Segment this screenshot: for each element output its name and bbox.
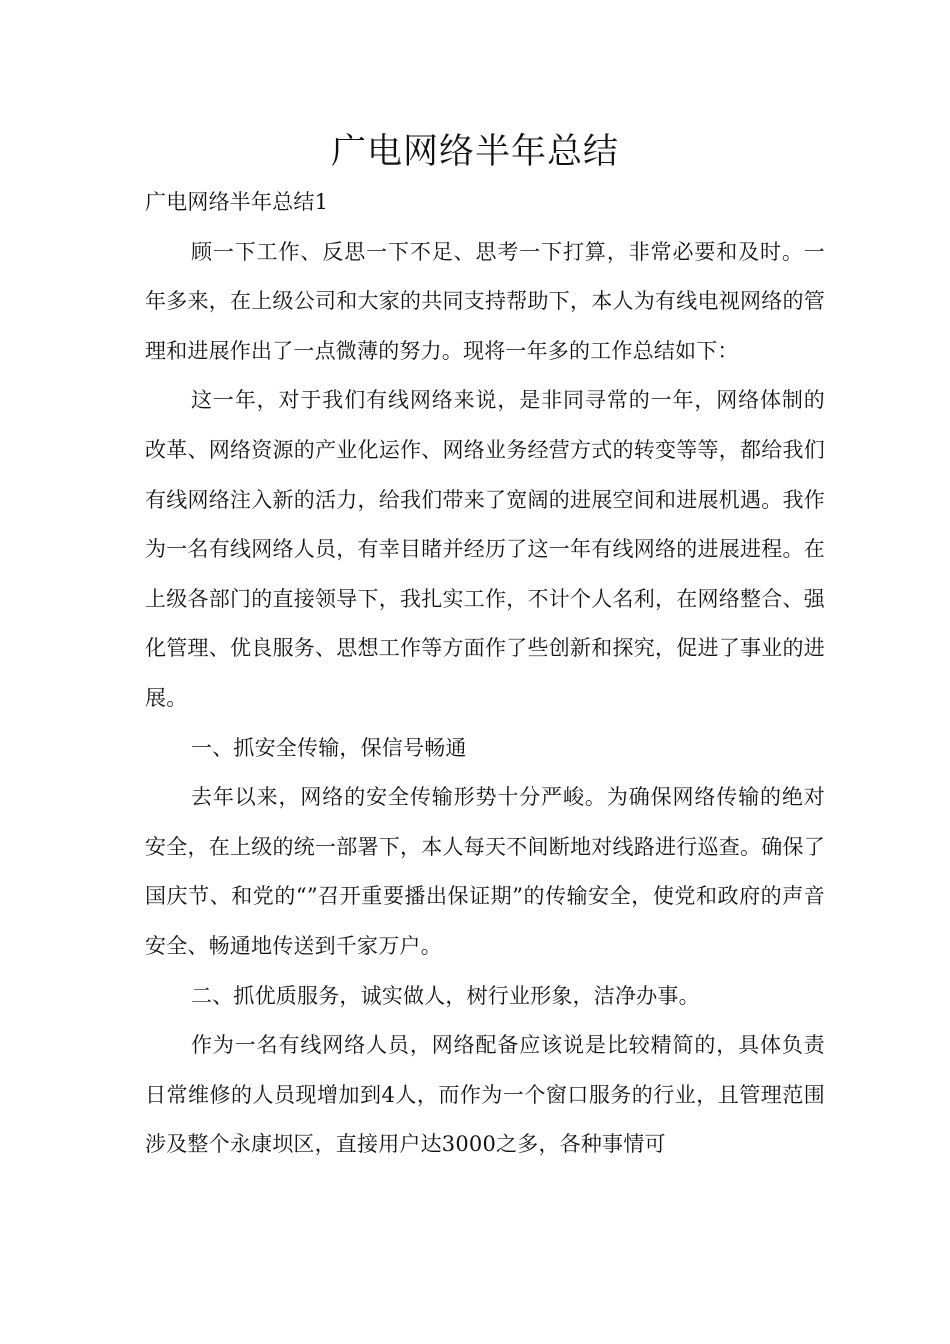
document-body xyxy=(145,178,825,1170)
paragraph-safe-transmission: 去年以来，网络的安全传输形势十分严峻。为确保网络传输的绝对安全，在上级的统一部署下，本人每天不间断地对线路进行巡查。确保了国庆节、和党的“”召开重要播出保证期”的传输安全，使党和政府的声音安全、畅通地传送到千家万户。 xyxy=(145,785,825,958)
document-subtitle: 广电网络半年总结1 xyxy=(145,190,329,214)
section-heading-1: 一、抓安全传输，保信号畅通 xyxy=(191,735,467,760)
paragraph-quality-service: 作为一名有线网络人员，网络配备应该说是比较精简的，具体负责日常维修的人员现增加到4人，而作为一个窗口服务的行业，且管理范围涉及整个永康坝区，直接用户达3000之多，各种事情可 xyxy=(145,1033,825,1157)
paragraph-year-review: 这一年，对于我们有线网络来说，是非同寻常的一年，网络体制的改革、网络资源的产业化运作、网络业务经营方式的转变等等，都给我们有线网络注入新的活力，给我们带来了宽阔的进展空间和进展机遇。我作为一名有线网络人员，有幸目睹并经历了这一年有线网络的进展进程。在上级各部门的直接领导下，我扎实工作，不计个人名利，在网络整合、强化管理、优良服务、思想工作等方面作了些创新和探究，促进了事业的进展。 xyxy=(145,388,825,710)
paragraph-intro: 顾一下工作、反思一下不足、思考一下打算，非常必要和及时。一年多来，在上级公司和大家的共同支持帮助下，本人为有线电视网络的管理和进展作出了一点微薄的努力。现将一年多的工作总结如下： xyxy=(145,239,825,363)
section-heading-2: 二、抓优质服务，诚实做人，树行业形象，洁净办事。 xyxy=(191,983,700,1008)
document-title: 广电网络半年总结 xyxy=(330,132,619,172)
